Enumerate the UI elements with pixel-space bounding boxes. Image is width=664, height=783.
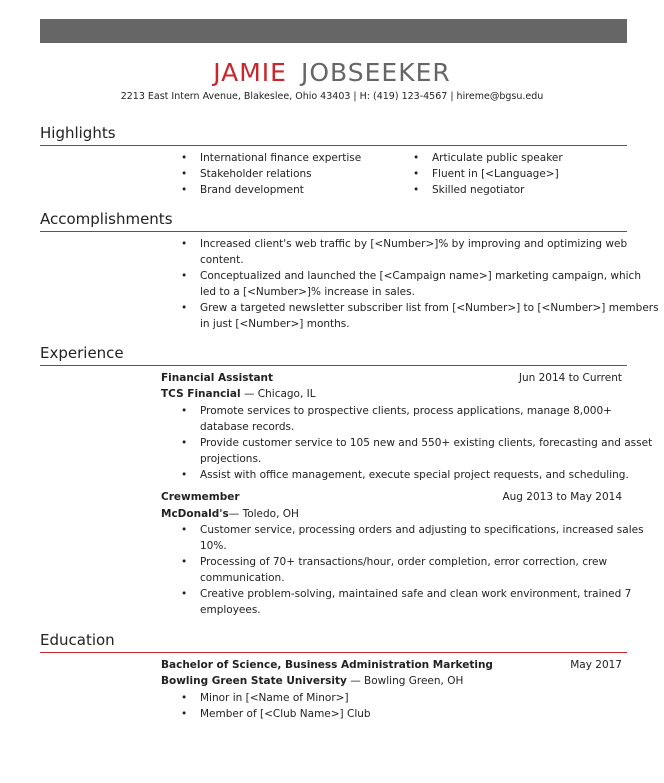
- list-item-continuation: communication.: [200, 572, 285, 584]
- list-item: • Articulate public speaker: [432, 150, 563, 166]
- section-title-education: Education: [40, 631, 115, 649]
- list-item: • Promote services to prospective clients, process applications, manage 8,000+: [200, 403, 612, 419]
- company-name: McDonald's: [161, 508, 229, 520]
- degree: Bachelor of Science, Business Administration Marketing: [161, 659, 493, 671]
- list-item-continuation: led to a [<Number>]% increase in sales.: [200, 286, 415, 298]
- list-item: • Fluent in [<Language>]: [432, 166, 559, 182]
- section-divider: [40, 145, 627, 146]
- list-item: • Customer service, processing orders and adjusting to specifications, increased sales: [200, 522, 644, 538]
- list-item-continuation: 10%.: [200, 540, 227, 552]
- list-item-continuation: content.: [200, 254, 244, 266]
- job-employer: [161, 386, 316, 402]
- first-name: JAMIE: [213, 58, 287, 87]
- section-title-experience: Experience: [40, 344, 124, 362]
- section-title-accomplishments: Accomplishments: [40, 210, 173, 228]
- school: [161, 673, 463, 689]
- school-location: — Bowling Green, OH: [346, 675, 464, 687]
- job-title: Financial Assistant: [161, 372, 274, 384]
- list-item: • Creative problem-solving, maintained safe and clean work environment, trained 7: [200, 586, 631, 602]
- list-item-continuation: employees.: [200, 604, 261, 616]
- section-divider: [40, 365, 627, 366]
- job-location: — Chicago, IL: [240, 388, 316, 400]
- list-item: • Brand development: [200, 182, 304, 198]
- school-name: Bowling Green State University: [161, 675, 347, 687]
- last-name: JOBSEEKER: [300, 58, 451, 87]
- list-item: • International finance expertise: [200, 150, 361, 166]
- company-name: TCS Financial: [161, 388, 241, 400]
- candidate-name: [0, 58, 664, 88]
- list-item-continuation: in just [<Number>] months.: [200, 318, 350, 330]
- header-bar: [40, 19, 627, 43]
- section-divider: [40, 652, 627, 653]
- job-dates: Aug 2013 to May 2014: [502, 491, 622, 503]
- list-item: • Member of [<Club Name>] Club: [200, 706, 371, 722]
- list-item: • Increased client's web traffic by [<Number>]% by improving and optimizing web: [200, 236, 627, 252]
- list-item: • Skilled negotiator: [432, 182, 525, 198]
- job-employer: [161, 506, 299, 522]
- section-divider: [40, 231, 627, 232]
- graduation-date: May 2017: [570, 659, 622, 671]
- job-dates: Jun 2014 to Current: [518, 372, 622, 384]
- list-item: • Conceptualized and launched the [<Campaign name>] marketing campaign, which: [200, 268, 641, 284]
- job-location: — Toledo, OH: [228, 508, 299, 520]
- list-item: • Grew a targeted newsletter subscriber list from [<Number>] to [<Number>] members: [200, 300, 659, 316]
- list-item: • Provide customer service to 105 new and 550+ existing clients, forecasting and asset: [200, 435, 652, 451]
- list-item: • Stakeholder relations: [200, 166, 312, 182]
- contact-line: 2213 East Intern Avenue, Blakeslee, Ohio 43403 | H: (419) 123-4567 | hireme@bgsu.edu: [120, 91, 544, 102]
- list-item: • Minor in [<Name of Minor>]: [200, 690, 349, 706]
- list-item-continuation: database records.: [200, 421, 295, 433]
- section-title-highlights: Highlights: [40, 124, 116, 142]
- list-item: • Processing of 70+ transactions/hour, order completion, error correction, crew: [200, 554, 607, 570]
- job-title: Crewmember: [161, 491, 240, 503]
- list-item-continuation: projections.: [200, 453, 262, 465]
- list-item: • Assist with office management, execute special project requests, and scheduling.: [200, 467, 629, 483]
